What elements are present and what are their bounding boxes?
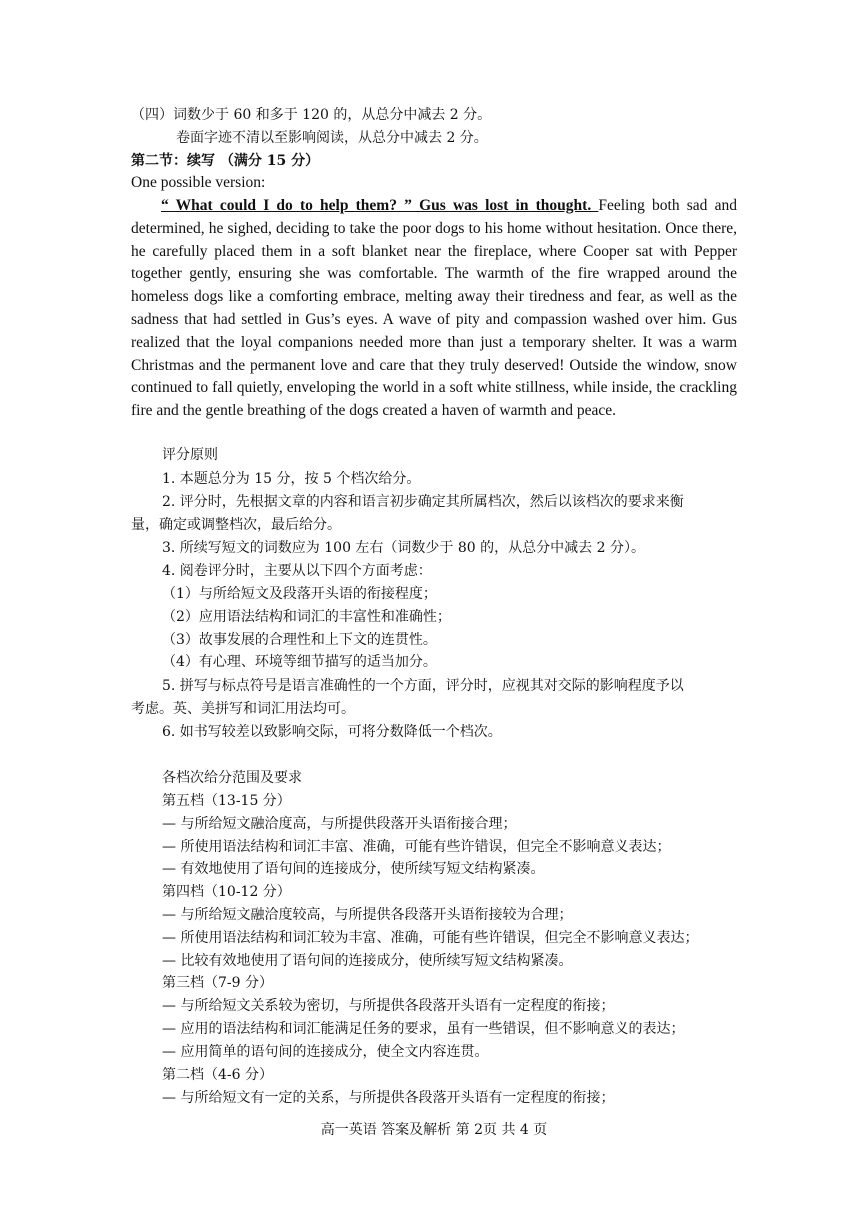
sample-essay	[131, 195, 737, 423]
grade-5-item-3: — 有效地使用了语句间的连接成分，使所续写短文结构紧凑。	[162, 861, 545, 877]
deduction-rule-handwriting: 卷面字迹不清以至影响阅读，从总分中减去 2 分。	[176, 130, 488, 146]
version-label: One possible version:	[131, 174, 266, 191]
principle-4-3: （3）故事发展的合理性和上下文的连贯性。	[162, 632, 437, 648]
essay-lead-sentence: “ What could I do to help them? ” Gus was lost in thought.	[161, 197, 599, 214]
principle-6: 6. 如书写较差以致影响交际，可将分数降低一个档次。	[162, 724, 502, 740]
principle-2a: 2. 评分时，先根据文章的内容和语言初步确定其所属档次，然后以该档次的要求来衡	[162, 494, 684, 510]
grade-3-item-3: — 应用简单的语句间的连接成分，使全文内容连贯。	[162, 1044, 489, 1060]
scoring-principles-title: 评分原则	[162, 447, 218, 463]
grade-4-heading: 第四档（10-12 分）	[162, 884, 291, 900]
grade-2-heading: 第二档（4-6 分）	[162, 1067, 273, 1083]
principle-5a: 5. 拼写与标点符号是语言准确性的一个方面，评分时，应视其对交际的影响程度予以	[162, 678, 684, 694]
principle-5b: 考虑。英、美拼写和词汇用法均可。	[131, 701, 355, 717]
grade-4-item-3: — 比较有效地使用了语句间的连接成分，使所续写短文结构紧凑。	[162, 953, 573, 969]
principle-3: 3. 所续写短文的词数应为 100 左右（词数少于 80 的，从总分中减去 2 分）。	[162, 540, 645, 556]
principle-2b: 量，确定或调整档次，最后给分。	[131, 517, 341, 533]
essay-body: Feeling both sad and determined, he sighed, deciding to take the poor dogs to his home without hesitation. Once there, he carefully placed them in a soft blanket near the fireplace, where Cooper sat with Pepper together gently, ensuring she was comfortable. The warmth of the fire wrapped around the homeless dogs like a comforting embrace, melting away their tiredness and fear, as well as the sadness that had settled in Gus’s eyes. A wave of pity and compassion washed over him. Gus realized that the loyal companions needed more than just a temporary shelter. It was a warm Christmas and the permanent love and care that they truly deserved! Outside the window, snow continued to fall quietly, enveloping the world in a soft white stillness, while inside, the crackling fire and the gentle breathing of the dogs created a haven of warmth and peace.	[131, 197, 737, 420]
grade-2-item-1: — 与所给短文有一定的关系，与所提供各段落开头语有一定程度的衔接；	[162, 1090, 615, 1106]
principle-4-2: （2）应用语法结构和词汇的丰富性和准确性；	[162, 609, 451, 625]
grade-3-heading: 第三档（7-9 分）	[162, 975, 273, 991]
grade-requirements-title: 各档次给分范围及要求	[162, 770, 302, 786]
grade-4-item-1: — 与所给短文融洽度较高，与所提供各段落开头语衔接较为合理；	[162, 907, 573, 923]
principle-4-1: （1）与所给短文及段落开头语的衔接程度；	[162, 586, 437, 602]
grade-3-item-2: — 应用的语法结构和词汇能满足任务的要求，虽有一些错误，但不影响意义的表达；	[162, 1021, 685, 1037]
principle-4: 4. 阅卷评分时，主要从以下四个方面考虑：	[162, 563, 432, 579]
page-footer: 高一英语 答案及解析 第 2页 共 4 页	[320, 1122, 548, 1138]
principle-4-4: （4）有心理、环境等细节描写的适当加分。	[162, 654, 437, 670]
grade-5-item-1: — 与所给短文融洽度高，与所提供段落开头语衔接合理；	[162, 816, 517, 832]
grade-5-item-2: — 所使用语法结构和词汇丰富、准确，可能有些许错误，但完全不影响意义表达；	[162, 839, 671, 855]
grade-4-item-2: — 所使用语法结构和词汇较为丰富、准确，可能有些许错误，但完全不影响意义表达；	[162, 930, 699, 946]
grade-3-item-1: — 与所给短文关系较为密切，与所提供各段落开头语有一定程度的衔接；	[162, 998, 615, 1014]
section-heading: 第二节：续写 （满分 15 分）	[131, 153, 320, 169]
deduction-rule-word-count: （四）词数少于 60 和多于 120 的，从总分中减去 2 分。	[131, 107, 492, 123]
grade-5-heading: 第五档（13-15 分）	[162, 793, 291, 809]
principle-1: 1. 本题总分为 15 分，按 5 个档次给分。	[162, 471, 421, 487]
